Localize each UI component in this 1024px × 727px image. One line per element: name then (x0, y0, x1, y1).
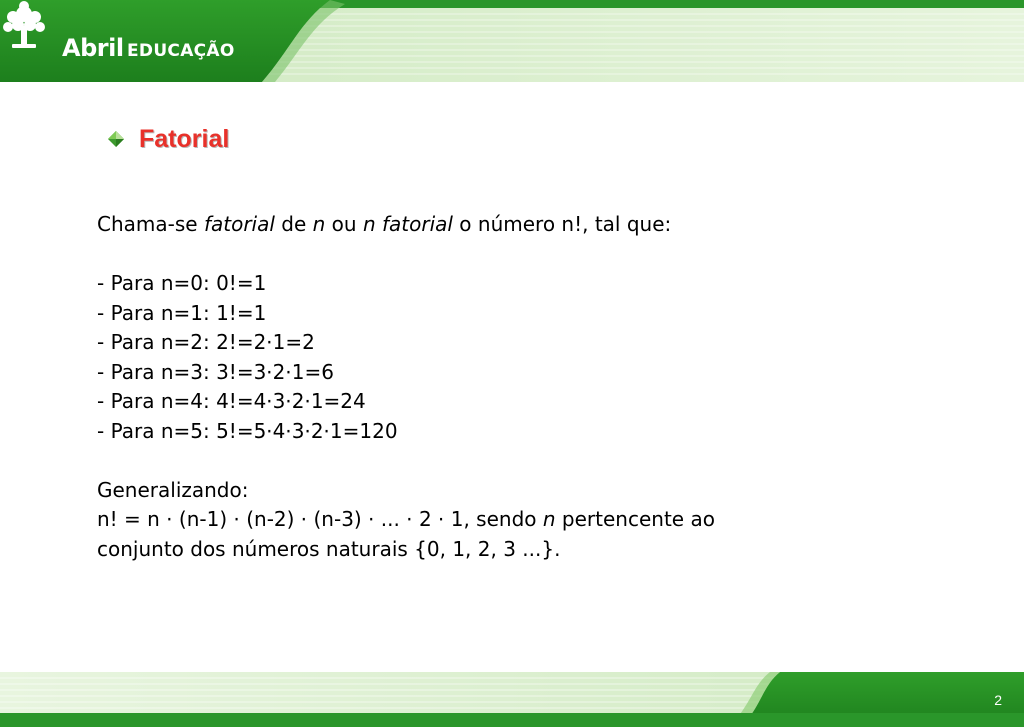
case-line: - Para n=3: 3!=3⋅2⋅1=6 (97, 359, 334, 384)
case-line: - Para n=4: 4!=4⋅3⋅2⋅1=24 (97, 389, 366, 413)
brand-subtitle: EDUCAÇÃO (127, 41, 235, 61)
spacer (97, 240, 957, 270)
case-line: - Para n=5: 5!=5⋅4⋅3⋅2⋅1=120 (97, 418, 398, 443)
page-number: 2 (994, 692, 1002, 708)
brand-name: Abril (62, 34, 124, 62)
case-line: - Para n=0: 0!=1 (97, 271, 267, 295)
slide-body (97, 210, 957, 564)
diamond-bullet-icon (107, 130, 125, 148)
intro-text-3: ou (325, 212, 363, 236)
slide-title-row (107, 122, 229, 156)
generalizing-heading: Generalizando: (97, 477, 249, 502)
tree-icon (0, 0, 48, 50)
intro-text-4: o número n!, tal que: (452, 212, 672, 236)
intro-text-1: Chama-se (97, 212, 204, 236)
intro-paragraph (97, 210, 957, 240)
footer-background (0, 672, 1024, 727)
general-formula-line-2: conjunto dos números naturais {0, 1, 2, 3 ...}. (97, 536, 561, 561)
case-line: - Para n=1: 1!=1 (97, 300, 267, 325)
intro-text-2: de (274, 212, 313, 236)
intro-term-fatorial: fatorial (203, 212, 275, 236)
general-formula-line (97, 505, 957, 535)
general-formula: n! = n ⋅ (n-1) ⋅ (n-2) ⋅ (n-3) ⋅ ... ⋅ 2 ⋅ 1, sendo (97, 507, 543, 531)
general-formula-rest: pertencente ao (555, 507, 715, 531)
case-line: - Para n=2: 2!=2⋅1=2 (97, 330, 315, 354)
spacer (97, 446, 957, 476)
footer-band (0, 672, 1024, 727)
intro-term-n: n (312, 212, 326, 236)
intro-term-n-fatorial: n fatorial (362, 212, 453, 236)
slide-title: Fatorial (139, 124, 230, 153)
header-band (0, 0, 1024, 82)
general-formula-var: n (542, 507, 556, 531)
